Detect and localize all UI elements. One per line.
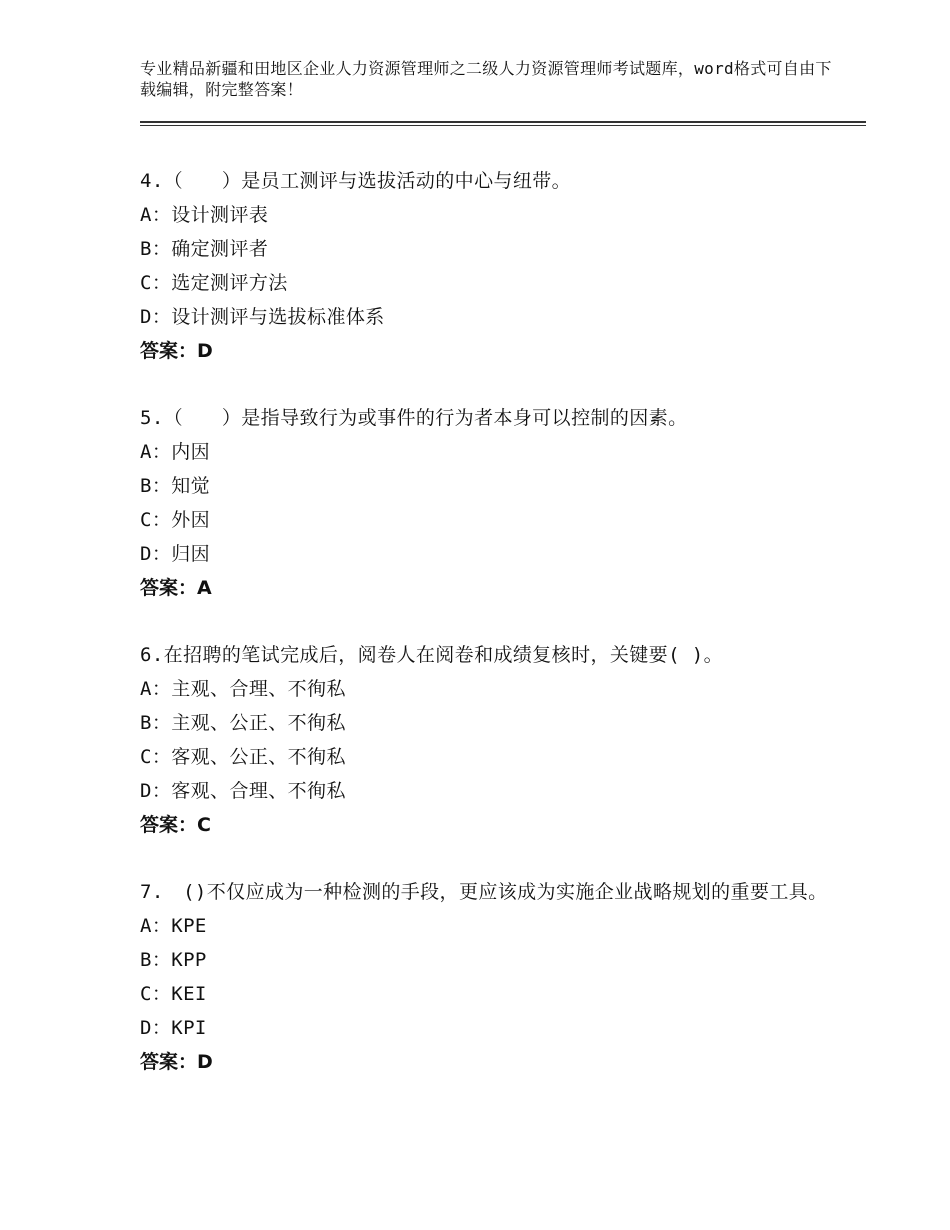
option-c: C：外因 [140,509,211,531]
header-divider-thin [140,125,866,126]
option-d: D：设计测评与选拔标准体系 [140,306,385,328]
question-stem: 7. ()不仅应成为一种检测的手段，更应该成为实施企业战略规划的重要工具。 [140,881,828,903]
option-a: A：设计测评表 [140,204,269,226]
option-b: B：主观、公正、不徇私 [140,712,346,734]
option-b: B：确定测评者 [140,238,269,260]
answer-label: 答案：A [140,577,212,599]
option-c: C：客观、公正、不徇私 [140,746,346,768]
document-header: 专业精品新疆和田地区企业人力资源管理师之二级人力资源管理师考试题库，word格式可自由下载编辑，附完整答案！ [140,59,832,99]
option-c: C：KEI [140,983,207,1005]
option-a: A：KPE [140,915,207,937]
option-d: D：KPI [140,1017,207,1039]
question-6 [140,638,840,842]
answer-label: 答案：D [140,1051,213,1073]
option-d: D：客观、合理、不徇私 [140,780,346,802]
question-7 [140,875,840,1079]
question-4 [140,164,840,368]
option-d: D：归因 [140,543,211,565]
question-stem: 5.（ ）是指导致行为或事件的行为者本身可以控制的因素。 [140,407,688,429]
option-b: B：KPP [140,949,207,971]
question-5 [140,401,840,605]
option-a: A：主观、合理、不徇私 [140,678,346,700]
question-list [140,164,840,1112]
header-divider-thick [140,121,866,123]
option-a: A：内因 [140,441,211,463]
option-c: C：选定测评方法 [140,272,288,294]
question-stem: 6.在招聘的笔试完成后，阅卷人在阅卷和成绩复核时，关键要( )。 [140,644,723,666]
answer-label: 答案：C [140,814,211,836]
option-b: B：知觉 [140,475,211,497]
answer-label: 答案：D [140,340,213,362]
question-stem: 4.（ ）是员工测评与选拔活动的中心与纽带。 [140,170,572,192]
